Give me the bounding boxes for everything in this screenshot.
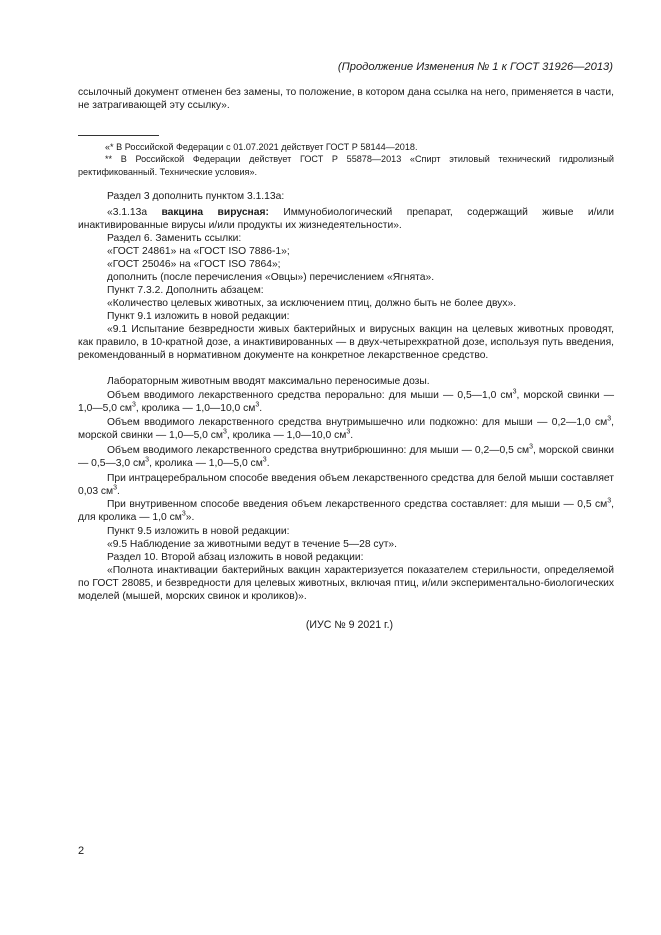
paragraph: Пункт 7.3.2. Дополнить абзацем: <box>107 285 264 296</box>
paragraph: Раздел 10. Второй абзац изложить в новой редакции: <box>107 552 364 563</box>
paragraph: «ГОСТ 25046» на «ГОСТ ISO 7864»; <box>107 259 281 270</box>
paragraph: «ГОСТ 24861» на «ГОСТ ISO 7886-1»; <box>107 246 290 257</box>
paragraph: Объем вводимого лекарственного средства внутримышечно или подкожно: для мыши — 0,2—1,0 $см^3$, морской свинки — 1,0—5,0 $см^3$, кролика — 1,0—10,0 $см^3$. <box>78 415 614 441</box>
defined-term: вакцина вирусная: <box>161 207 269 218</box>
paragraph: При внутривенном способе введения объем лекарственного средства составляет: для мыши — 0,5 $см^3$, для кролика — 1,0 $см^3$». <box>78 497 614 523</box>
paragraph: Объем вводимого лекарственного средства внутрибрюшинно: для мыши — 0,2—0,5 $см^3$, морской свинки — 0,5—3,0 $см^3$, кролика — 1,0—5,0 $см^3$. <box>78 443 614 469</box>
running-header: (Продолжение Изменения № 1 к ГОСТ 31926—2013) <box>337 61 613 73</box>
paragraph: Раздел 3 дополнить пунктом 3.1.13а: <box>107 191 285 202</box>
paragraph: Лабораторным животным вводят максимально переносимые дозы. <box>107 376 430 387</box>
paragraph: Объем вводимого лекарственного средства перорально: для мыши — 0,5—1,0 $см^3$, морской свинки — 1,0—5,0 $см^3$, кролика — 1,0—10,0 $см^3$. <box>78 388 615 414</box>
paragraph: «Полнота инактивации бактерийных вакцин характеризуется показателем стерильности, определяемой по ГОСТ 28085, и безвредности для целевых животных, включая птиц, и/или экспериментально-биологических моделей (мышей, морских свинок и кроликов)». <box>78 565 614 602</box>
intro-paragraph: ссылочный документ отменен без замены, то положение, в котором дана ссылка на него, применяется в части, не затрагивающей эту ссылку». <box>78 87 614 111</box>
clause-number: «3.1.13а <box>107 207 162 218</box>
definition-text: Иммунобиологический препарат, содержащий живые и/или инактивированные вирусы и/или продукты их жизнедеятельности». <box>78 207 615 231</box>
paragraph: Раздел 6. Заменить ссылки: <box>107 233 242 244</box>
paragraph: «Количество целевых животных, за исключением птиц, должно быть не более двух». <box>107 298 517 309</box>
paragraph: «9.1 Испытание безвредности живых бактерийных и вирусных вакцин на целевых животных проводят, как правило, в 10-кратной дозе, а инактивированных — в двух-четырехкратной дозе, используя путь введения, рекомендованный в нормативном документе на конкретное лекарственное средство. <box>78 324 614 361</box>
definition-paragraph <box>78 206 614 232</box>
paragraph: При интрацеребральном способе введения объем лекарственного средства для белой мыши составляет 0,03 $см^3$. <box>78 473 614 497</box>
footnote-2: ** В Российской Федерации действует ГОСТ Р 55878—2013 «Спирт этиловый технический гидролизный ректификованный. Технические условия». <box>78 154 614 177</box>
paragraph: дополнить (после перечисления «Овцы») перечислением «Ягнята». <box>107 272 435 283</box>
footnote-1: «* В Российской Федерации с 01.07.2021 действует ГОСТ Р 58144—2018. <box>105 142 418 152</box>
paragraph: Пункт 9.1 изложить в новой редакции: <box>107 311 290 322</box>
footnote-rule <box>78 135 159 136</box>
paragraph: «9.5 Наблюдение за животными ведут в течение 5—28 сут». <box>107 539 398 550</box>
paragraph: Пункт 9.5 изложить в новой редакции: <box>107 526 290 537</box>
ius-reference: (ИУС № 9 2021 г.) <box>305 619 394 631</box>
page-number: 2 <box>78 845 85 857</box>
